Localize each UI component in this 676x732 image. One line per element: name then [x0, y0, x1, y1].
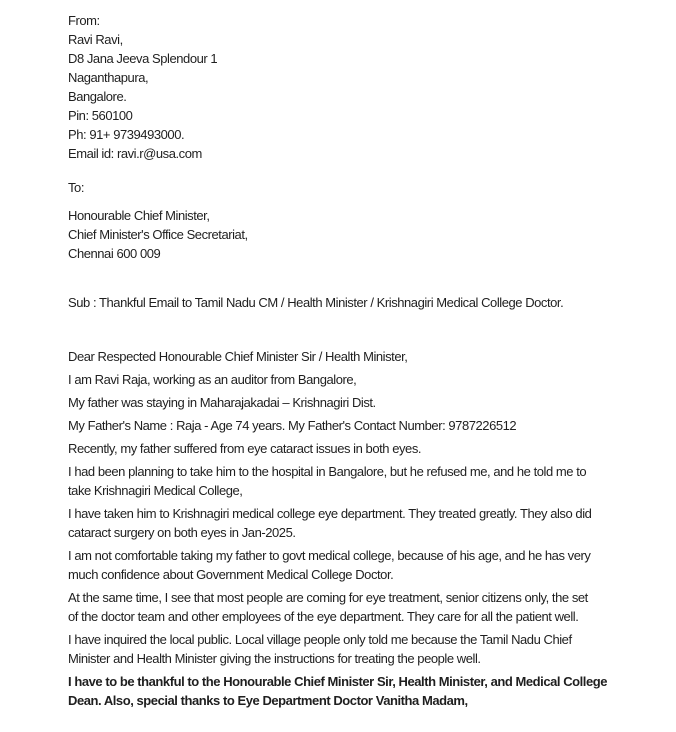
letter-paragraph	[68, 370, 618, 389]
letter-paragraph	[68, 439, 618, 458]
letter-paragraph	[68, 416, 618, 435]
text-line: My Father's Name : Raja - Age 74 years. My Father's Contact Number: 9787226512	[68, 418, 517, 433]
text-line: I have to be thankful to the Honourable Chief Minister Sir, Health Minister, and Medical College	[68, 674, 608, 689]
text-line: Ph: 91+ 9739493000.	[68, 127, 185, 142]
text-line: Chief Minister's Office Secretariat,	[68, 227, 248, 242]
text-line: Minister and Health Minister giving the instructions for treating the people well.	[68, 651, 481, 666]
text-line: My father was staying in Maharajakadai – Krishnagiri Dist.	[68, 395, 376, 410]
text-line: Chennai 600 009	[68, 246, 161, 261]
letter-paragraph	[68, 393, 618, 412]
text-line: Email id: ravi.r@usa.com	[68, 146, 202, 161]
to-label: To:	[68, 180, 84, 195]
recipient-address-block	[68, 206, 618, 263]
sender-address-block	[68, 11, 618, 163]
letter-paragraph	[68, 462, 618, 500]
text-line: I have inquired the local public. Local village people only told me because the Tamil Nadu Chief	[68, 632, 572, 647]
letter-paragraph	[68, 546, 618, 584]
text-line: take Krishnagiri Medical College,	[68, 483, 243, 498]
text-line: Naganthapura,	[68, 70, 149, 85]
text-line: D8 Jana Jeeva Splendour 1	[68, 51, 218, 66]
text-line: At the same time, I see that most people are coming for eye treatment, senior citizens only, the set	[68, 590, 588, 605]
text-line: much confidence about Government Medical College Doctor.	[68, 567, 394, 582]
text-line: of the doctor team and other employees of the eye department. They care for all the patient well.	[68, 609, 579, 624]
text-line: Dear Respected Honourable Chief Minister Sir / Health Minister,	[68, 349, 408, 364]
text-line: Recently, my father suffered from eye cataract issues in both eyes.	[68, 441, 422, 456]
letter-paragraph	[68, 630, 618, 668]
subject-line: Sub : Thankful Email to Tamil Nadu CM / Health Minister / Krishnagiri Medical College Doctor.	[68, 295, 564, 310]
letter-paragraph	[68, 588, 618, 626]
text-line: I have taken him to Krishnagiri medical college eye department. They treated greatly. They also did	[68, 506, 592, 521]
letter-paragraph	[68, 672, 618, 710]
letter-paragraph	[68, 347, 618, 366]
text-line: Bangalore.	[68, 89, 127, 104]
text-line: Honourable Chief Minister,	[68, 208, 210, 223]
text-line: Dean. Also, special thanks to Eye Department Doctor Vanitha Madam,	[68, 693, 468, 708]
text-line: I had been planning to take him to the hospital in Bangalore, but he refused me, and he told me to	[68, 464, 587, 479]
text-line: I am Ravi Raja, working as an auditor from Bangalore,	[68, 372, 357, 387]
text-line: From:	[68, 13, 100, 28]
letter-paragraph	[68, 504, 618, 542]
text-line: Pin: 560100	[68, 108, 133, 123]
text-line: cataract surgery on both eyes in Jan-2025.	[68, 525, 296, 540]
letter-body	[68, 347, 618, 710]
text-line: Ravi Ravi,	[68, 32, 123, 47]
text-line: I am not comfortable taking my father to govt medical college, because of his age, and he has very	[68, 548, 591, 563]
